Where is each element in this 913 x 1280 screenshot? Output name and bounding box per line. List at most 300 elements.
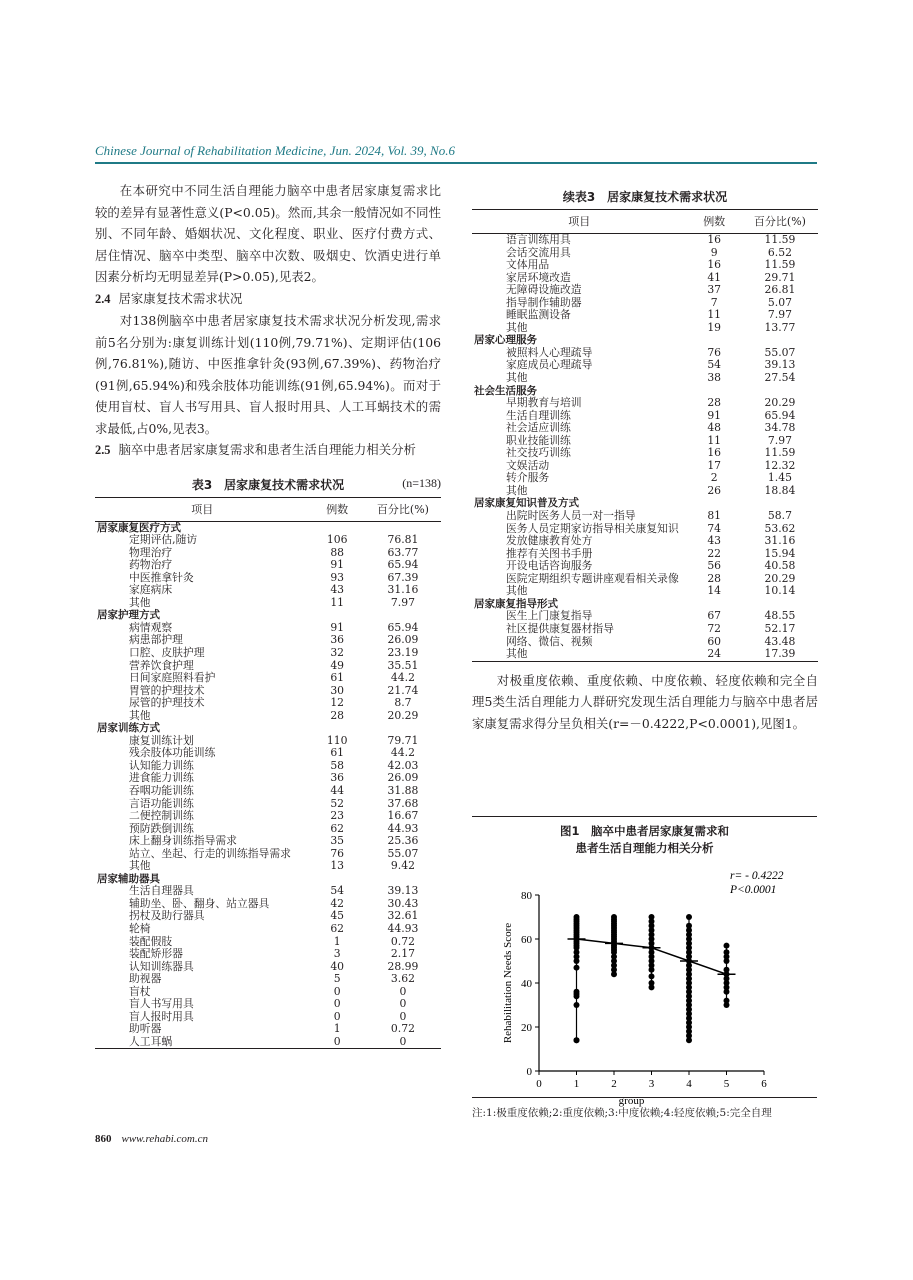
cell-item: 定期评估,随访	[129, 533, 198, 547]
y-axis-label: Rehabilitation Needs Score	[502, 922, 514, 1044]
cell-item: 文体用品	[506, 258, 550, 272]
cell-count: 62	[330, 821, 345, 835]
mean-connect-line	[652, 948, 690, 961]
x-tick-label: 2	[611, 1078, 617, 1090]
cell-percent: 42.03	[387, 758, 419, 772]
cell-item: 其他	[506, 584, 528, 598]
cell-item: 睡眠监测设备	[506, 308, 571, 322]
section-2-4-heading	[95, 288, 441, 311]
cell-percent: 0	[399, 1009, 407, 1023]
cell-percent: 7.97	[767, 433, 792, 447]
cell-item: 开设电话咨询服务	[506, 559, 593, 573]
table-row	[95, 647, 441, 660]
cell-count: 16	[707, 446, 722, 460]
cell-percent: 39.13	[387, 884, 419, 898]
cell-item: 被照料人心理疏导	[506, 345, 593, 359]
cell-count: 88	[330, 545, 345, 559]
cell-percent: 31.16	[387, 583, 419, 597]
cell-count: 1	[333, 1022, 341, 1036]
cell-count: 0	[333, 997, 341, 1011]
x-axis-label: group	[618, 1095, 645, 1107]
data-point	[724, 949, 730, 955]
cell-item: 早期教育与培训	[506, 396, 582, 410]
cell-item: 日间家庭照料看护	[129, 671, 216, 685]
category-label: 居家护理方式	[97, 609, 160, 622]
page-number: 860	[95, 1133, 112, 1145]
data-point	[574, 965, 580, 971]
section-2-4-paragraph: 对138例脑卒中患者居家康复技术需求状况分析发现,需求前5名分别为:康复训练计划(110例,79.71%)、定期评估(106例,76.81%),随访、中医推拿针灸(93例,67.39%)、药物治疗(91例,65.94%)和残余肢体功能训练(91例,65.94%)。而对于使用盲杖、盲人书写用具、盲人报时用具、人工耳蜗技术的需求最低,占0%,见表3。	[95, 313, 441, 436]
cell-count: 22	[707, 546, 722, 560]
col-header-percent: 百分比(%)	[742, 210, 818, 234]
table-row	[95, 1036, 441, 1049]
table-row	[472, 623, 818, 636]
data-point	[724, 998, 730, 1004]
cell-percent: 44.93	[387, 922, 419, 935]
col-header-count: 例数	[310, 497, 365, 521]
cell-count: 60	[707, 634, 722, 648]
cell-item: 药物治疗	[129, 558, 173, 572]
cell-item: 会话交流用具	[506, 245, 571, 259]
cell-percent: 30.43	[387, 896, 419, 910]
cell-item: 网络、微信、视频	[506, 634, 593, 648]
cell-count: 11	[707, 308, 722, 322]
table-row	[472, 322, 818, 335]
cell-count: 5	[333, 972, 341, 986]
table-row	[95, 747, 441, 760]
table-row	[472, 648, 818, 661]
cell-count: 61	[330, 746, 345, 760]
table-row	[95, 672, 441, 685]
cell-count: 14	[707, 584, 722, 598]
cell-percent: 20.29	[387, 708, 419, 722]
cell-item: 其他	[129, 708, 151, 722]
cell-count: 1	[333, 934, 341, 948]
x-tick-label: 1	[573, 1078, 580, 1090]
data-point	[574, 914, 580, 920]
cell-count: 91	[330, 620, 345, 634]
cell-percent: 26.09	[387, 771, 419, 785]
table3-body	[95, 521, 441, 1049]
section-title: 脑卒中患者居家康复需求和患者生活自理能力相关分析	[118, 442, 416, 457]
table-row	[95, 923, 441, 936]
table3-cont-caption: 续表3 居家康复技术需求状况	[562, 190, 728, 204]
cell-item: 病情观察	[129, 620, 173, 634]
cell-count: 32	[330, 645, 345, 659]
table-row	[95, 860, 441, 873]
cell-item: 职业技能训练	[506, 433, 571, 447]
cell-percent: 79.71	[387, 733, 419, 747]
section-number: 2.5	[95, 443, 111, 457]
cell-item: 进食能力训练	[129, 771, 194, 785]
table3-continued-body	[472, 234, 818, 662]
cell-percent: 25.36	[387, 834, 419, 848]
page-footer	[95, 1132, 208, 1145]
cell-item: 口腔、皮肤护理	[129, 645, 205, 659]
table-header-row	[472, 210, 818, 234]
section-title: 居家康复技术需求状况	[118, 290, 243, 306]
cell-percent: 0	[399, 984, 407, 998]
cell-percent: 31.16	[764, 534, 796, 548]
cell-percent: 13.77	[764, 320, 796, 334]
cell-count: 43	[707, 534, 722, 548]
cell-percent: 21.74	[387, 683, 419, 697]
cell-item: 康复训练计划	[129, 733, 194, 747]
cell-item: 认知能力训练	[129, 758, 194, 772]
cell-percent: 10.14	[764, 584, 796, 598]
cell-count: 3	[333, 947, 341, 961]
table-row	[472, 284, 818, 297]
cell-count: 93	[330, 570, 345, 584]
cell-item: 营养饮食护理	[129, 658, 194, 672]
cell-item: 生活自理训练	[506, 408, 571, 422]
category-label: 居家康复医疗方式	[97, 521, 181, 534]
cell-item: 社会适应训练	[506, 421, 571, 435]
cell-percent: 39.13	[764, 358, 796, 372]
data-point	[686, 923, 692, 929]
category-label: 居家心理服务	[474, 334, 537, 347]
cell-item: 其他	[506, 371, 528, 385]
cell-count: 67	[707, 609, 722, 623]
cell-count: 12	[330, 696, 345, 710]
x-tick-label: 4	[686, 1078, 692, 1090]
cell-count: 17	[707, 458, 722, 472]
cell-percent: 32.61	[387, 909, 419, 923]
cell-percent: 9.42	[390, 859, 415, 873]
footer-url: www.rehabi.com.cn	[121, 1133, 208, 1145]
cell-count: 36	[330, 633, 345, 647]
cell-item: 盲杖	[129, 984, 151, 998]
cell-percent: 7.97	[390, 595, 415, 609]
cell-percent: 23.19	[387, 645, 419, 659]
cell-item: 社区提供康复器材指导	[506, 621, 614, 635]
table-row	[95, 973, 441, 986]
cell-item: 辅助坐、卧、翻身、站立器具	[129, 896, 270, 910]
cell-percent: 27.54	[764, 371, 796, 385]
cell-percent: 6.52	[767, 245, 792, 259]
cell-count: 61	[330, 671, 345, 685]
data-point	[611, 914, 617, 920]
cell-percent: 48.55	[764, 609, 796, 623]
cell-item: 其他	[506, 483, 528, 497]
y-tick-label: 0	[526, 1066, 532, 1078]
cell-count: 44	[330, 783, 345, 797]
section-2-5-heading	[95, 439, 441, 462]
cell-item: 中医推拿针灸	[129, 570, 194, 584]
cell-percent: 20.29	[764, 396, 796, 410]
cell-count: 28	[707, 571, 722, 585]
col-header-count: 例数	[687, 210, 742, 234]
cell-item: 助听器	[129, 1022, 162, 1036]
scatter-chart	[472, 865, 817, 1107]
cell-item: 人工耳蜗	[95, 1036, 310, 1049]
left-column	[95, 180, 441, 1049]
table-row	[472, 234, 818, 247]
cell-count: 58	[330, 758, 345, 772]
cell-percent: 8.7	[394, 696, 412, 710]
cell-count: 9	[710, 245, 718, 259]
cell-count: 54	[330, 884, 345, 898]
correlation-r: r= - 0.4222	[730, 870, 784, 882]
table-row	[472, 485, 818, 498]
table3-continued	[472, 209, 818, 662]
cell-item: 其他	[472, 648, 687, 661]
x-tick-label: 5	[723, 1078, 730, 1090]
cell-item: 其他	[129, 595, 151, 609]
cell-count: 76	[330, 846, 345, 860]
category-label: 居家康复指导形式	[474, 597, 558, 610]
cell-percent: 40.58	[764, 559, 796, 573]
y-tick-label: 80	[521, 890, 532, 902]
table-row	[95, 948, 441, 961]
cell-item: 胃管的护理技术	[129, 683, 205, 697]
table-header-row	[95, 497, 441, 521]
cell-percent: 7.97	[767, 308, 792, 322]
cell-count: 74	[707, 521, 722, 535]
cell-percent: 44.2	[390, 746, 415, 760]
data-point	[574, 989, 580, 995]
cell-item: 床上翻身训练指导需求	[129, 834, 237, 848]
cell-count: 49	[330, 658, 345, 672]
table-row	[472, 397, 818, 410]
category-label: 居家康复知识普及方式	[474, 497, 579, 510]
cell-item: 医生上门康复指导	[506, 609, 593, 623]
cell-count: 48	[707, 421, 722, 435]
section-number: 2.4	[95, 291, 111, 306]
cell-item: 轮椅	[129, 922, 151, 935]
y-tick-label: 20	[521, 1022, 532, 1034]
cell-count: 19	[707, 320, 722, 334]
cell-percent: 55.07	[387, 846, 419, 860]
intro-paragraph: 在本研究中不同生活自理能力脑卒中患者居家康复需求比较的差异有显著性意义(P<0.05)。然而,其余一般情况如不同性别、不同年龄、婚姻状况、文化程度、职业、医疗付费方式、居住情况、脑卒中类型、脑卒中次数、吸烟史、饮酒史进行单因素分析均无明显差异(P>0.05),见表2。	[95, 183, 441, 284]
cell-percent: 3.62	[390, 972, 415, 986]
cell-count: 2	[710, 471, 718, 485]
col-header-percent: 百分比(%)	[365, 497, 441, 521]
cell-count: 42	[330, 896, 345, 910]
cell-item: 站立、坐起、行走的训练指导需求	[129, 846, 291, 860]
cell-item: 残余肢体功能训练	[129, 746, 216, 760]
correlation-paragraph: 对极重度依赖、重度依赖、中度依赖、轻度依赖和完全自理5类生活自理能力人群研究发现生活自理能力与脑卒中患者居家康复需求得分呈负相关(r=－0.4222,P<0.0001),见图1。	[472, 672, 818, 731]
col-header-item: 项目	[472, 210, 687, 234]
table3-caption	[95, 476, 441, 493]
p-value: P<0.0001	[730, 884, 777, 896]
category-label: 居家训练方式	[97, 722, 160, 735]
cell-item: 推荐有关图书手册	[506, 546, 593, 560]
table3	[95, 497, 441, 1050]
cell-count: 62	[330, 922, 345, 935]
cell-percent: 43.48	[764, 634, 796, 648]
cell-item: 出院时医务人员一对一指导	[506, 509, 636, 523]
cell-item: 物理治疗	[129, 545, 173, 559]
cell-count: 38	[707, 371, 722, 385]
cell-item: 预防跌倒训练	[129, 821, 194, 835]
cell-count: 76	[707, 345, 722, 359]
data-point	[574, 1037, 580, 1043]
cell-count: 30	[330, 683, 345, 697]
cell-count: 56	[707, 559, 722, 573]
table-row	[472, 372, 818, 385]
cell-count: 81	[707, 509, 722, 523]
cell-count: 13	[330, 859, 345, 873]
cell-item: 发放健康教育处方	[506, 534, 593, 548]
cell-percent: 63.77	[387, 545, 419, 559]
cell-item: 认知训练器具	[129, 959, 194, 973]
cell-percent: 5.07	[767, 295, 792, 309]
cell-count: 35	[330, 834, 345, 848]
cell-count: 43	[330, 583, 345, 597]
cell-count: 28	[707, 396, 722, 410]
cell-count: 36	[330, 771, 345, 785]
category-label: 居家辅助器具	[97, 872, 160, 885]
table-row	[95, 810, 441, 823]
figure-note: 注:1:极重度依赖;2:重度依赖;3:中度依赖;4:轻度依赖;5:完全自理	[472, 1107, 772, 1119]
x-tick-label: 0	[536, 1078, 542, 1090]
cell-percent: 0.72	[390, 934, 415, 948]
cell-percent: 52.17	[764, 621, 796, 635]
data-point	[649, 914, 655, 920]
cell-item: 尿管的护理技术	[129, 696, 205, 710]
cell-item: 生活自理器具	[129, 884, 194, 898]
cell-percent: 1.45	[767, 471, 792, 485]
cell-item: 家庭病床	[129, 583, 173, 597]
cell-percent: 35.51	[387, 658, 419, 672]
cell-count: 106	[326, 533, 348, 547]
cell-percent: 65.94	[387, 558, 419, 572]
cell-count: 37	[707, 283, 722, 297]
table-category-row	[95, 722, 441, 735]
cell-percent: 11.59	[764, 258, 796, 272]
cell-item: 二便控制训练	[129, 809, 194, 823]
table-row	[95, 785, 441, 798]
table-row	[472, 585, 818, 598]
category-label: 社会生活服务	[474, 384, 537, 397]
cell-item: 其他	[129, 859, 151, 873]
cell-count: 16	[707, 233, 722, 246]
col-header-item: 项目	[95, 497, 310, 521]
table-category-row	[95, 609, 441, 622]
table-row	[472, 309, 818, 322]
cell-percent: 15.94	[764, 546, 796, 560]
data-point	[686, 914, 692, 920]
cell-item: 语言训练用具	[506, 233, 571, 246]
cell-item: 家庭成员心理疏导	[506, 358, 593, 372]
cell-percent: 17.39	[742, 648, 818, 661]
x-tick-label: 3	[648, 1078, 655, 1090]
cell-item: 指导制作辅助器	[506, 295, 582, 309]
cell-percent: 34.78	[764, 421, 796, 435]
cell-percent: 26.81	[764, 283, 796, 297]
cell-percent: 76.81	[387, 533, 419, 547]
cell-percent: 0.72	[390, 1022, 415, 1036]
cell-count: 72	[707, 621, 722, 635]
cell-item: 家居环境改造	[506, 270, 571, 284]
cell-count: 11	[330, 595, 345, 609]
cell-count: 45	[330, 909, 345, 923]
cell-item: 盲人报时用具	[129, 1009, 194, 1023]
cell-item: 文娱活动	[506, 458, 550, 472]
cell-percent: 67.39	[387, 570, 419, 584]
cell-percent: 11.59	[764, 446, 796, 460]
table-row	[95, 534, 441, 547]
figure-title-line-1: 图1 脑卒中患者居家康复需求和	[560, 824, 729, 838]
cell-count: 26	[707, 483, 722, 497]
cell-percent: 16.67	[387, 809, 419, 823]
cell-item: 其他	[506, 320, 528, 334]
cell-item: 社交技巧训练	[506, 446, 571, 460]
cell-count: 16	[707, 258, 722, 272]
cell-percent: 44.2	[390, 671, 415, 685]
cell-count: 0	[333, 1009, 341, 1023]
table-row	[472, 259, 818, 272]
cell-item: 无障碍设施改造	[506, 283, 582, 297]
cell-percent: 31.88	[387, 783, 419, 797]
table-row	[472, 510, 818, 523]
table3-sample-size: (n=138)	[402, 475, 441, 490]
data-point	[649, 973, 655, 979]
cell-count: 7	[710, 295, 718, 309]
cell-item: 言语功能训练	[129, 796, 194, 810]
cell-percent: 20.29	[764, 571, 796, 585]
cell-item: 助视器	[129, 972, 162, 986]
table-row	[95, 998, 441, 1011]
table-row	[95, 559, 441, 572]
cell-count: 24	[687, 648, 742, 661]
y-tick-label: 60	[521, 934, 532, 946]
cell-item: 盲人书写用具	[129, 997, 194, 1011]
cell-percent: 11.59	[764, 233, 796, 246]
cell-count: 110	[326, 733, 348, 747]
x-tick-label: 6	[761, 1078, 767, 1090]
cell-item: 医务人员定期家访指导相关康复知识	[506, 521, 679, 535]
cell-percent: 58.7	[767, 509, 792, 523]
table-row	[95, 710, 441, 723]
cell-item: 拐杖及助行器具	[129, 909, 205, 923]
cell-percent: 65.94	[764, 408, 796, 422]
cell-count: 40	[330, 959, 345, 973]
cell-percent: 29.71	[764, 270, 796, 284]
cell-count: 23	[330, 809, 345, 823]
data-point	[574, 1002, 580, 1008]
cell-item: 装配矫形器	[129, 947, 183, 961]
cell-percent: 53.62	[764, 521, 796, 535]
cell-count: 0	[310, 1036, 365, 1049]
figure-title	[472, 823, 817, 857]
cell-count: 54	[707, 358, 722, 372]
table-row	[472, 447, 818, 460]
cell-count: 0	[333, 984, 341, 998]
data-point	[649, 980, 655, 986]
cell-percent: 44.93	[387, 821, 419, 835]
table-row	[95, 584, 441, 597]
cell-percent: 26.09	[387, 633, 419, 647]
y-tick-label: 40	[521, 978, 532, 990]
mean-connect-line	[689, 961, 727, 974]
cell-percent: 65.94	[387, 620, 419, 634]
table-row	[95, 597, 441, 610]
cell-percent: 18.84	[764, 483, 796, 497]
right-column	[472, 180, 818, 734]
figure-1	[472, 816, 817, 1107]
cell-item: 医院定期组织专题讲座观看相关录像	[506, 571, 679, 585]
cell-percent: 0	[365, 1036, 441, 1049]
cell-count: 11	[707, 433, 722, 447]
header-rule	[95, 162, 817, 164]
table-row	[95, 835, 441, 848]
cell-count: 28	[330, 708, 345, 722]
cell-percent: 37.68	[387, 796, 419, 810]
cell-percent: 0	[399, 997, 407, 1011]
cell-item: 病患部护理	[129, 633, 183, 647]
cell-count: 91	[707, 408, 722, 422]
